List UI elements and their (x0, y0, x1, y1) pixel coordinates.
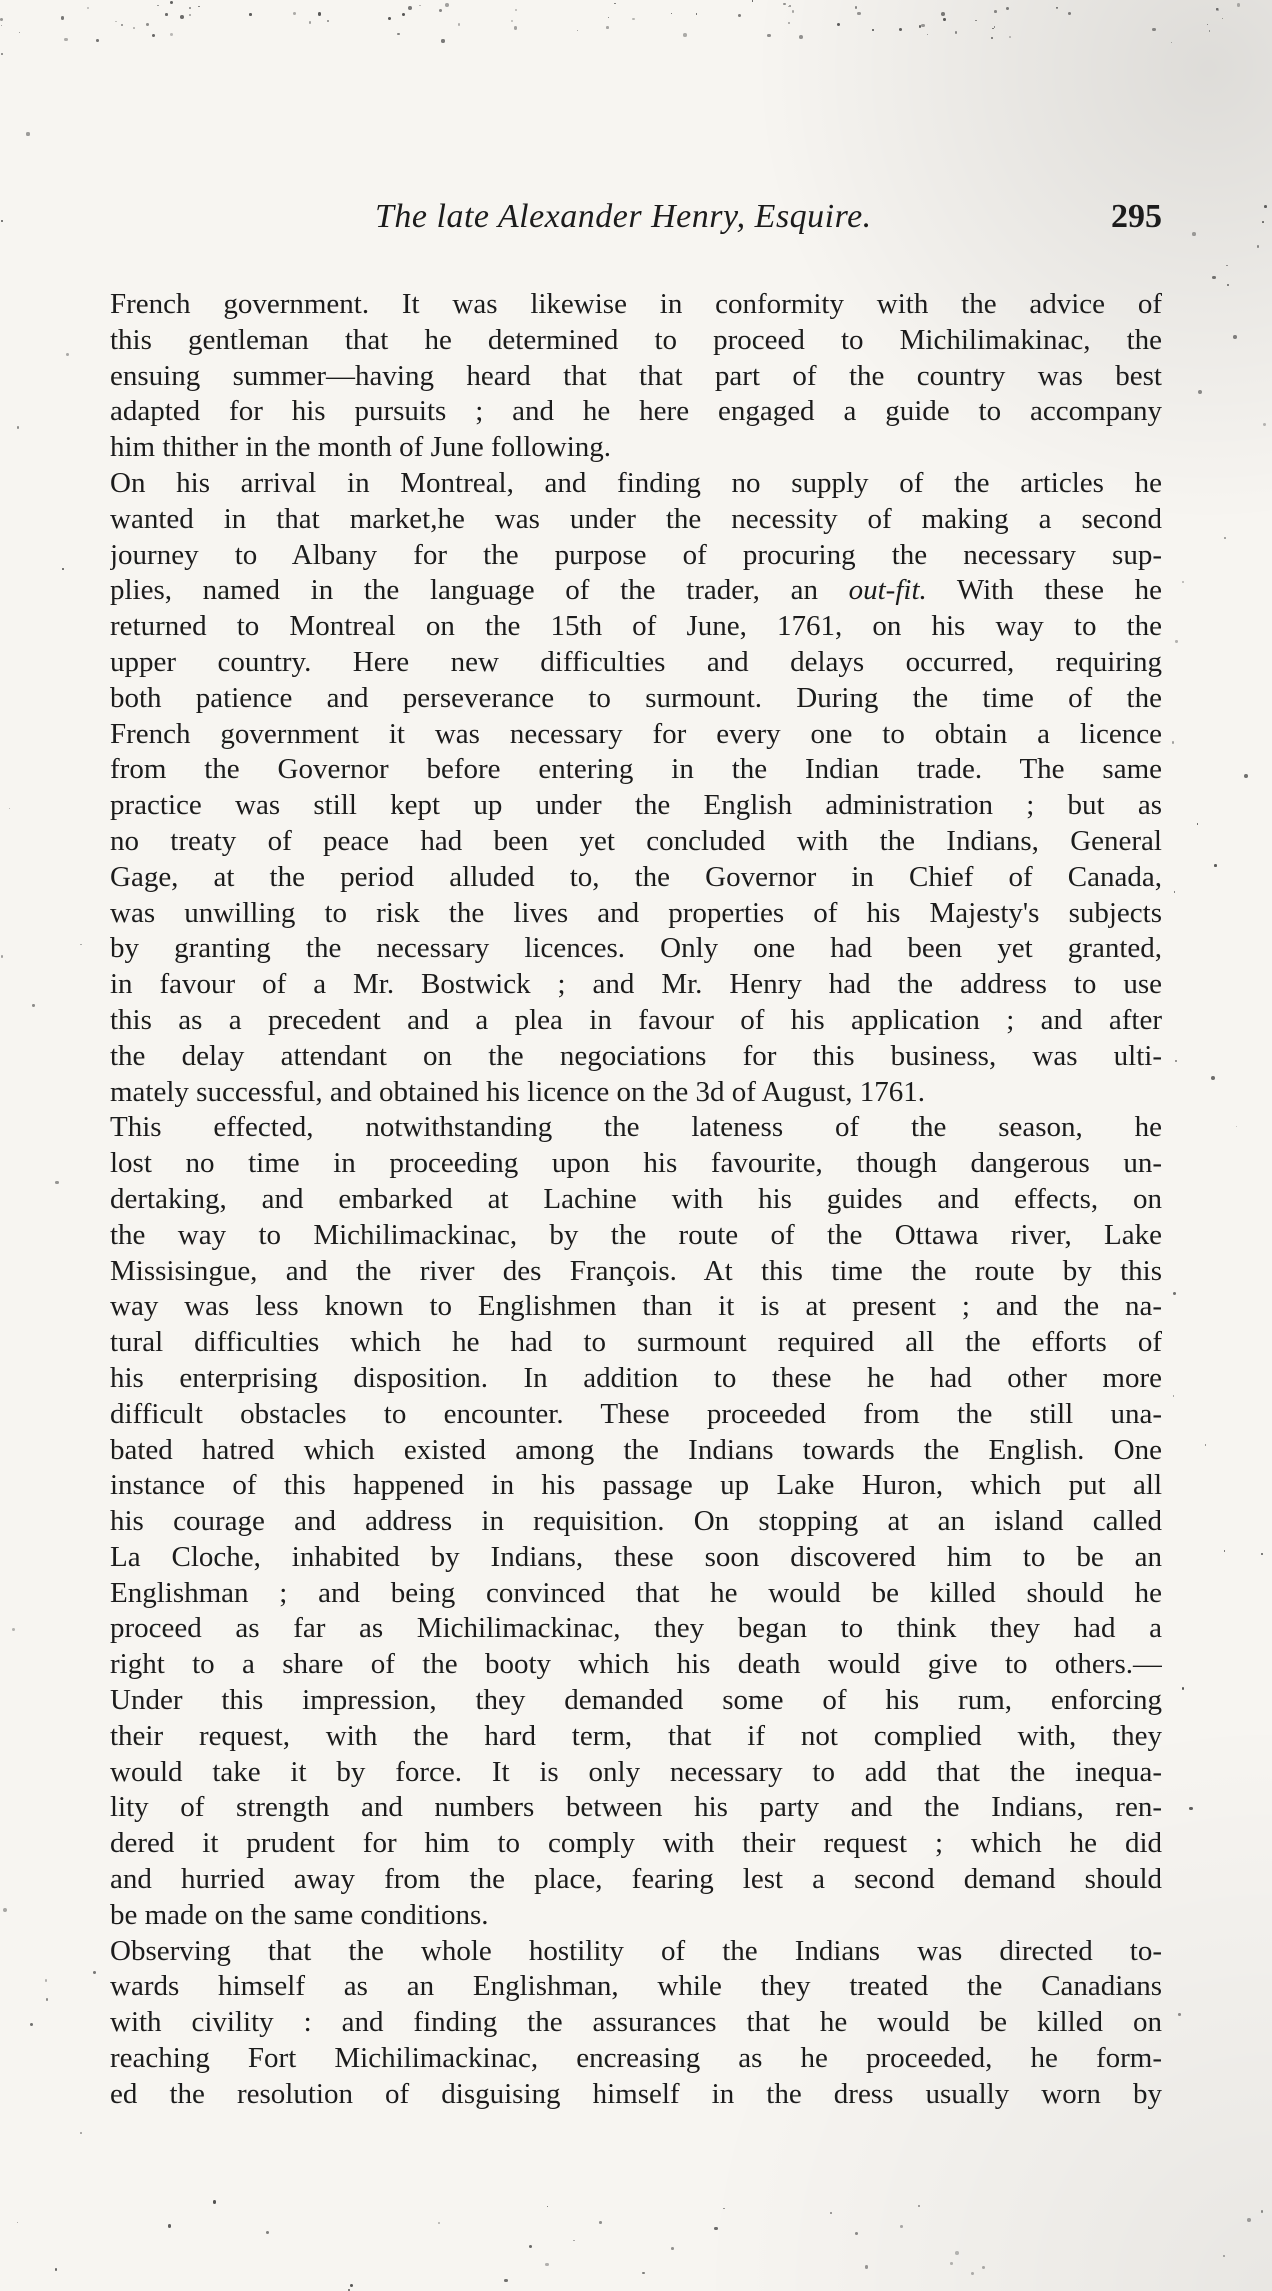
text-run: wards himself as an Englishman, while they treated the Canadians (110, 1970, 1162, 2003)
text-run: would take it by force. It is only necessary to add that the inequa- (110, 1755, 1162, 1788)
text-line (110, 1182, 1162, 1218)
body-text (110, 287, 1162, 2113)
text-line (110, 1611, 1162, 1647)
text-line (110, 323, 1162, 359)
speck (767, 34, 771, 38)
speck (1207, 24, 1208, 25)
text-run: mately successful, and obtained his licence on the 3d of August, 1761. (110, 1075, 926, 1108)
speck (1, 25, 2, 26)
text-run: wanted in that market,he was under the necessity of making a second (110, 502, 1162, 535)
speck (1178, 2013, 1181, 2016)
speck (66, 353, 69, 356)
speck (1009, 36, 1011, 38)
speck (402, 13, 405, 16)
text-line (110, 1468, 1162, 1504)
speck (1263, 423, 1266, 426)
speck (152, 34, 155, 37)
speck (608, 17, 609, 18)
text-run: journey to Albany for the purpose of procuring the necessary sup- (110, 538, 1162, 571)
speck (327, 20, 330, 23)
speck (1214, 864, 1217, 867)
speck (318, 12, 322, 16)
speck (445, 3, 449, 7)
text-run: this gentleman that he determined to proceed to Michilimakinac, the (110, 323, 1162, 356)
text-run: by granting the necessary licences. Only one had been yet granted, (110, 932, 1162, 965)
speck (146, 23, 149, 26)
speck (1192, 232, 1196, 236)
text-run: way was less known to Englishmen than it is at present ; and the na- (110, 1290, 1162, 1323)
speck (1216, 8, 1219, 11)
speck (1236, 1126, 1237, 1127)
text-line (110, 394, 1162, 430)
speck (408, 6, 412, 10)
text-line (110, 1826, 1162, 1862)
speck (919, 25, 921, 27)
speck (19, 32, 20, 33)
speck (830, 2212, 832, 2214)
text-run: On his arrival in Montreal, and finding no supply of the articles he (110, 466, 1162, 499)
speck (46, 1998, 49, 2001)
speck (350, 2284, 353, 2287)
speck (573, 2240, 575, 2242)
text-run: from the Governor before entering in the Indian trade. The same (110, 753, 1162, 786)
speck (133, 27, 135, 29)
speck (837, 23, 840, 26)
text-run: lost no time in proceeding upon his favourite, though dangerous un- (110, 1147, 1162, 1180)
text-run: in favour of a Mr. Bostwick ; and Mr. Henry had the address to use (110, 968, 1162, 1001)
speck (950, 2262, 953, 2265)
speck (1257, 245, 1259, 247)
speck (80, 2132, 82, 2134)
text-run: ed the resolution of disguising himself in the dress usually worn by (110, 2077, 1162, 2110)
speck (1222, 18, 1224, 20)
speck (529, 2245, 532, 2248)
speck (45, 1979, 47, 1981)
speck (1197, 823, 1198, 824)
speck (991, 37, 993, 39)
speck (115, 21, 117, 23)
text-line (110, 359, 1162, 395)
text-line (110, 1719, 1162, 1755)
text-line (110, 717, 1162, 753)
text-line (110, 466, 1162, 502)
text-run: upper country. Here new difficulties and delays occurred, requiring (110, 645, 1162, 678)
text-run: dertaking, and embarked at Lachine with his guides and effects, on (110, 1182, 1162, 1215)
speck (165, 13, 168, 16)
speck (189, 7, 191, 9)
speck (55, 1181, 58, 1184)
text-line (110, 788, 1162, 824)
speck (1172, 741, 1174, 743)
speck (55, 2268, 58, 2271)
speck (441, 39, 444, 42)
speck (30, 2023, 33, 2026)
text-line (110, 1075, 1162, 1111)
text-line (110, 896, 1162, 932)
text-line (110, 1254, 1162, 1290)
speck (683, 33, 687, 37)
speck (170, 1, 173, 4)
text-line (110, 1862, 1162, 1898)
speck (1006, 7, 1009, 10)
text-line (110, 931, 1162, 967)
speck (1175, 1060, 1176, 1061)
speck (899, 28, 902, 31)
speck (1223, 2255, 1225, 2257)
speck (121, 24, 123, 26)
text-line (110, 2041, 1162, 2077)
speck (955, 2251, 959, 2255)
text-run: him thither in the month of June following. (110, 431, 612, 464)
speck (511, 20, 513, 22)
speck (857, 12, 860, 15)
speck (606, 26, 609, 29)
speck (1173, 1395, 1174, 1396)
speck (62, 568, 64, 570)
speck (1226, 265, 1228, 267)
text-line (110, 1647, 1162, 1683)
text-line (110, 1146, 1162, 1182)
speck (1262, 221, 1264, 223)
text-run: and hurried away from the place, fearing lest a second demand should (110, 1863, 1162, 1896)
text-run: difficult obstacles to encounter. These proceeded from the still una- (110, 1397, 1162, 1430)
text-line (110, 1003, 1162, 1039)
speck (927, 34, 928, 35)
speck (1171, 42, 1173, 44)
speck (80, 944, 81, 945)
text-run: bated hatred which existed among the Indians towards the English. One (110, 1433, 1162, 1466)
speck (792, 10, 794, 12)
speck (921, 24, 925, 28)
text-run: French government. It was likewise in conformity with the advice of (110, 288, 1162, 320)
speck (955, 31, 958, 34)
speck (943, 18, 946, 21)
speck (168, 2224, 171, 2227)
speck (157, 5, 159, 7)
speck (419, 5, 421, 7)
speck (12, 1628, 15, 1631)
text-line (110, 2005, 1162, 2041)
speck (855, 2232, 858, 2235)
speck (994, 10, 997, 13)
speck (1212, 276, 1216, 280)
speck (865, 2265, 869, 2269)
speck (1, 53, 3, 55)
text-run: was unwilling to risk the lives and properties of his Majesty's subjects (110, 896, 1162, 929)
speck (397, 33, 399, 35)
speck (545, 2263, 548, 2266)
speck (189, 14, 191, 16)
speck (992, 28, 994, 30)
speck (671, 13, 672, 14)
speck (855, 6, 858, 9)
text-line (110, 538, 1162, 574)
text-run: returned to Montreal on the 15th of June, 1761, on his way to the (110, 610, 1162, 643)
text-run: right to a share of the booty which his death would give to others.— (110, 1648, 1162, 1681)
speck (799, 35, 803, 39)
speck (93, 1971, 96, 1974)
italic-term: out-fit. (848, 574, 927, 607)
text-line (110, 1289, 1162, 1325)
speck (738, 14, 742, 18)
speck (918, 2205, 920, 2207)
speck (1068, 12, 1071, 15)
speck (1233, 335, 1237, 339)
text-line (110, 1790, 1162, 1826)
text-line (110, 287, 1162, 323)
text-line (110, 860, 1162, 896)
text-run: plies, named in the language of the trader, an (110, 574, 849, 607)
speck (1198, 390, 1202, 394)
speck (577, 30, 578, 31)
speck (975, 20, 977, 22)
speck (458, 23, 460, 25)
text-line (110, 681, 1162, 717)
text-line (110, 1540, 1162, 1576)
speck (1152, 28, 1156, 32)
speck (438, 2222, 440, 2224)
text-line (110, 1325, 1162, 1361)
speck (982, 2266, 985, 2269)
text-run: French government it was necessary for every one to obtain a licence (110, 717, 1162, 750)
speck (515, 9, 517, 11)
speck (439, 9, 442, 12)
speck (1224, 537, 1226, 539)
speck (61, 16, 64, 19)
speck (1174, 891, 1176, 893)
speck (714, 2227, 717, 2230)
text-line (110, 502, 1162, 538)
speck (1211, 1076, 1215, 1080)
page-number: 295 (1111, 198, 1162, 235)
speck (696, 13, 697, 14)
speck (1224, 1550, 1225, 1551)
text-run: the delay attendant on the negociations for this business, was ulti- (110, 1039, 1162, 1072)
text-line (110, 609, 1162, 645)
text-run: with civility : and finding the assurances that he would be killed on (110, 2006, 1162, 2039)
text-run: Observing that the whole hostility of the Indians was directed to- (110, 1934, 1162, 1967)
text-line (110, 1755, 1162, 1791)
speck (900, 2225, 903, 2228)
text-line (110, 1934, 1162, 1970)
text-run: adapted for his pursuits ; and he here engaged a guide to accompany (110, 395, 1162, 428)
text-run: proceed as far as Michilimackinac, they began to think they had a (110, 1612, 1162, 1645)
text-run: lity of strength and numbers between his party and the Indians, ren- (110, 1791, 1162, 1824)
running-title: The late Alexander Henry, Esquire. (375, 198, 872, 235)
text-run: With these he (926, 574, 1162, 607)
text-line (110, 1898, 1162, 1934)
speck (1227, 284, 1229, 286)
speck (266, 2231, 269, 2234)
text-run: Missisingue, and the river des François. At this time the route by this (110, 1254, 1162, 1287)
text-line (110, 1361, 1162, 1397)
text-run: their request, with the hard term, that if not complied with, they (110, 1719, 1162, 1752)
speck (1182, 581, 1184, 583)
speck (514, 26, 518, 30)
speck (249, 13, 252, 16)
speck (1261, 1553, 1263, 1555)
speck (3, 1908, 7, 1912)
text-line (110, 1397, 1162, 1433)
speck (1247, 2218, 1251, 2222)
text-line (110, 1576, 1162, 1612)
speck (64, 38, 68, 42)
speck (9, 808, 10, 809)
speck (1205, 1444, 1206, 1445)
speck (1175, 640, 1177, 642)
speck (180, 15, 184, 19)
text-run: instance of this happened in his passage up Lake Huron, which put all (110, 1469, 1162, 1502)
text-run: practice was still kept up under the English administration ; but as (110, 789, 1162, 822)
speck (632, 18, 635, 21)
text-run: reaching Fort Michilimackinac, encreasing as he proceeded, he form- (110, 2042, 1162, 2075)
text-run: ensuing summer—having heard that that part of the country was best (110, 359, 1162, 392)
text-run: This effected, notwithstanding the lateness of the season, he (110, 1111, 1162, 1144)
speck (26, 132, 29, 135)
text-line (110, 430, 1162, 466)
speck (170, 33, 173, 36)
text-run: La Cloche, inhabited by Indians, these soon discovered him to be an (110, 1540, 1162, 1573)
speck (96, 39, 99, 42)
speck (1173, 1292, 1176, 1295)
speck (671, 2247, 674, 2250)
speck (599, 2221, 602, 2224)
text-line (110, 967, 1162, 1003)
speck (1264, 205, 1267, 208)
speck (1056, 7, 1058, 9)
text-line (110, 1433, 1162, 1469)
speck (388, 17, 391, 20)
speck (1, 955, 4, 958)
speck (614, 3, 615, 4)
speck (213, 2200, 217, 2204)
speck (293, 12, 296, 15)
text-run: his enterprising disposition. In addition to these he had other more (110, 1361, 1162, 1394)
speck (32, 1004, 34, 1006)
speck (971, 2272, 974, 2275)
speck (1261, 2210, 1263, 2212)
speck (1182, 1687, 1184, 1689)
speck (17, 2222, 18, 2223)
speck (547, 2206, 548, 2207)
text-line (110, 1969, 1162, 2005)
speck (0, 18, 3, 21)
text-run: this as a precedent and a plea in favour of his application ; and after (110, 1003, 1162, 1036)
speck (788, 6, 789, 7)
text-run: the way to Michilimackinac, by the route of the Ottawa river, Lake (110, 1218, 1162, 1251)
speck (17, 426, 20, 429)
speck (309, 21, 312, 24)
text-line (110, 645, 1162, 681)
text-line (110, 1683, 1162, 1719)
text-run: his courage and address in requisition. On stopping at an island called (110, 1505, 1162, 1538)
text-run: both patience and perseverance to surmount. During the time of the (110, 681, 1162, 714)
speck (1237, 3, 1240, 6)
text-run: no treaty of peace had been yet concluded with the Indians, General (110, 824, 1162, 857)
text-run: be made on the same conditions. (110, 1898, 489, 1931)
text-line (110, 824, 1162, 860)
text-run: dered it prudent for him to comply with their request ; which he did (110, 1827, 1162, 1860)
speck (1209, 30, 1210, 31)
text-line (110, 1504, 1162, 1540)
text-line (110, 1110, 1162, 1146)
speck (752, 0, 754, 2)
speck (1, 220, 4, 223)
speck (941, 12, 945, 16)
text-line (110, 573, 1162, 609)
text-line (110, 1039, 1162, 1075)
speck (789, 5, 791, 7)
speck (1244, 774, 1248, 778)
speck (87, 7, 89, 9)
speck (783, 3, 786, 6)
speck (723, 2208, 724, 2209)
speck (994, 26, 995, 27)
text-line (110, 2077, 1162, 2113)
text-run: tural difficulties which he had to surmount required all the efforts of (110, 1326, 1162, 1359)
text-run: Under this impression, they demanded some of his rum, enforcing (110, 1684, 1162, 1717)
text-line (110, 1218, 1162, 1254)
text-run: Englishman ; and being convinced that he would be killed should he (110, 1576, 1162, 1609)
speck (198, 6, 200, 8)
text-run: Gage, at the period alluded to, the Governor in Chief of Canada, (110, 860, 1162, 893)
speck (504, 2279, 507, 2282)
speck (1189, 1807, 1192, 1810)
speck (642, 2272, 644, 2274)
page-header (110, 198, 1162, 248)
speck (872, 29, 874, 31)
speck (788, 22, 790, 24)
text-line (110, 752, 1162, 788)
